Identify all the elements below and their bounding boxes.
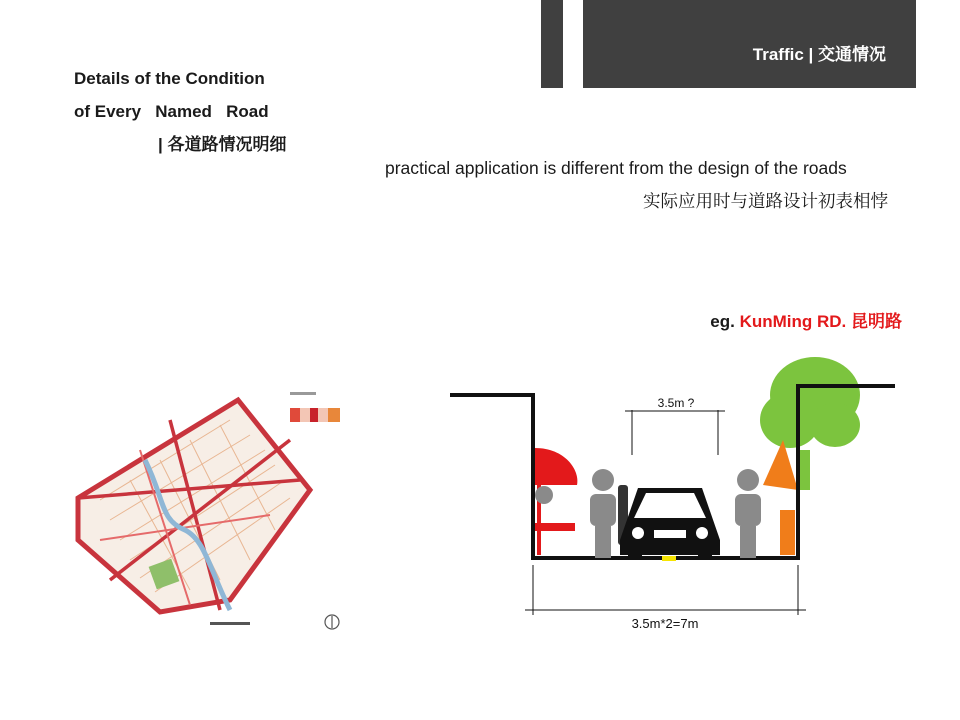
total-dimension-label: 3.5m*2=7m (631, 616, 699, 631)
master-plan-map (70, 380, 360, 640)
street-section-diagram (440, 340, 910, 640)
section-title (74, 62, 334, 161)
description-en: practical application is different from the design of the roads (385, 158, 847, 178)
total-dimension (525, 565, 806, 615)
example-prefix: eg. (710, 312, 735, 331)
lane-dimension (625, 410, 725, 455)
section-title-line2: of Every Named Road (74, 102, 269, 121)
description-cn: 实际应用时与道路设计初表相悖 (643, 191, 888, 211)
section-title-line3: | 各道路情况明细 (158, 135, 287, 154)
section-title-line1: Details of the Condition (74, 69, 265, 88)
example-line (710, 307, 902, 332)
umbrella-icon (535, 448, 577, 485)
pedestrian-icon (735, 469, 761, 558)
page-title: Traffic | 交通情况 (752, 45, 886, 64)
header-bar-small (541, 0, 563, 88)
description (385, 152, 895, 218)
lane-dimension-label: 3.5m ? (657, 396, 695, 410)
car-icon (618, 485, 720, 561)
pedestrian-icon (590, 469, 616, 558)
example-road-cn: 昆明路 (851, 312, 902, 331)
example-road-en: KunMing RD. (739, 312, 847, 331)
map-legend (290, 392, 340, 422)
